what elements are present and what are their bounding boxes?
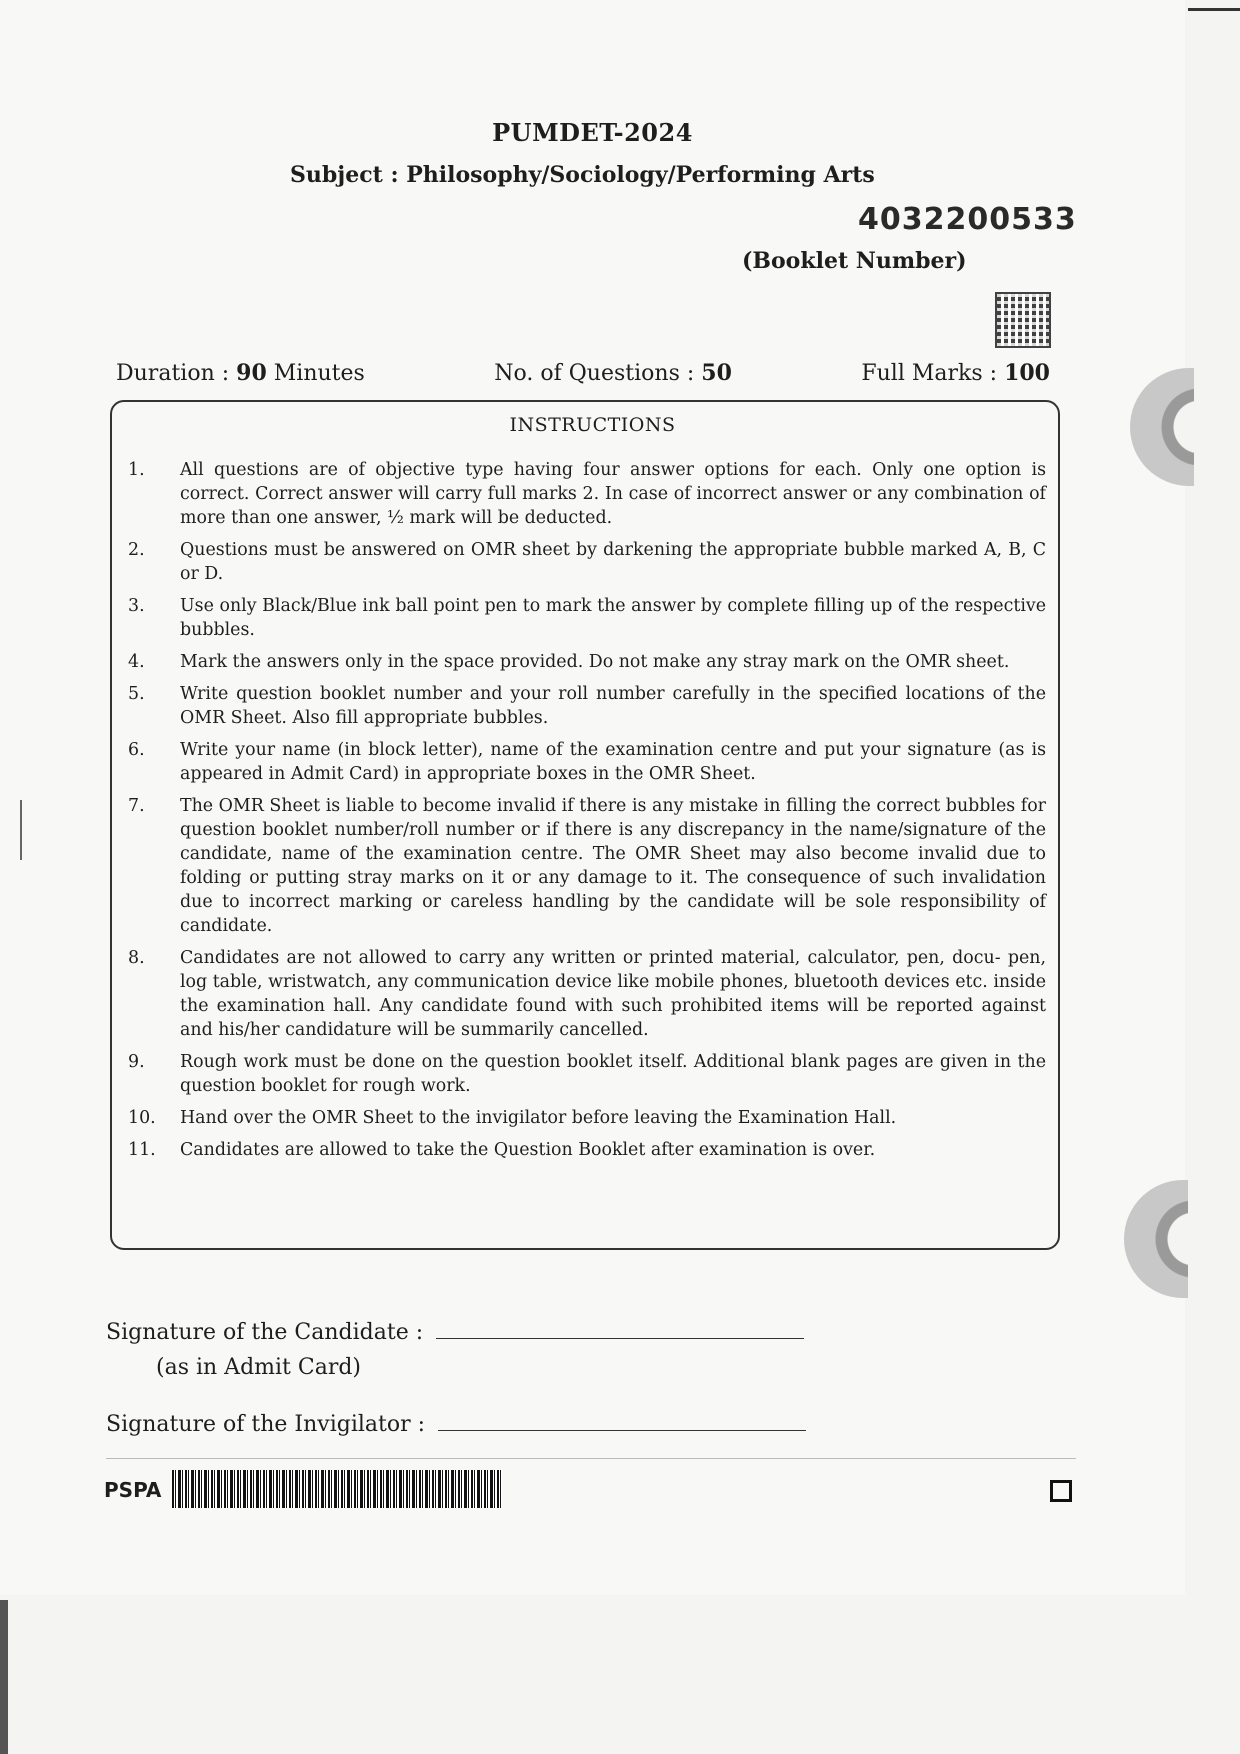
full-marks-label: Full Marks : — [861, 361, 998, 386]
barcode-icon — [172, 1470, 502, 1508]
instruction-item — [128, 538, 1046, 586]
admit-card-note: (as in Admit Card) — [156, 1355, 362, 1380]
instruction-item — [128, 1138, 1046, 1162]
instruction-text: The OMR Sheet is liable to become invalid if there is any mistake in filling the correct bubbles for question booklet number/roll number or if there is any discrepancy in the name/signature of the candidate, name of the examination centre. The OMR Sheet may also become invalid due to folding or putting stray marks on it or any damage to it. The consequence of such invalidation due to incorrect marking or careless handling by the candidate will be sole responsibility of candidate. — [180, 796, 1046, 936]
instructions-list — [128, 458, 1046, 1170]
duration-label: Duration : — [116, 361, 230, 386]
instruction-number: 10. — [128, 1108, 156, 1128]
invigilator-signature-row — [106, 1410, 806, 1437]
duration-unit: Minutes — [273, 361, 365, 386]
subject-value: Philosophy/Sociology/Performing Arts — [406, 162, 875, 188]
instruction-item — [128, 682, 1046, 730]
margin-mark — [20, 800, 22, 860]
instruction-number: 9. — [128, 1052, 145, 1072]
scan-edge-mark — [1188, 8, 1240, 11]
instruction-text: Write question booklet number and your roll number carefully in the specified locations of the OMR Sheet. Also fill appropriate bubbles. — [180, 684, 1046, 728]
instruction-number: 7. — [128, 796, 145, 816]
instruction-item — [128, 1106, 1046, 1130]
instruction-number: 3. — [128, 596, 145, 616]
question-count — [494, 360, 732, 386]
instruction-number: 6. — [128, 740, 145, 760]
subject-line — [290, 162, 875, 188]
duration — [116, 360, 365, 386]
instruction-text: Questions must be answered on OMR sheet by darkening the appropriate bubble marked A, B, C or D. — [180, 540, 1046, 584]
instruction-item — [128, 458, 1046, 530]
square-box-icon — [1050, 1480, 1072, 1502]
instruction-item — [128, 1050, 1046, 1098]
instruction-item — [128, 594, 1046, 642]
booklet-number: 4032200533 — [858, 202, 1077, 237]
instruction-text: Use only Black/Blue ink ball point pen to mark the answer by complete filling up of the respective bubbles. — [180, 596, 1046, 640]
instruction-text: Mark the answers only in the space provided. Do not make any stray mark on the OMR sheet. — [180, 652, 1010, 672]
instruction-item — [128, 794, 1046, 938]
question-count-label: No. of Questions : — [494, 361, 695, 386]
instruction-text: Hand over the OMR Sheet to the invigilator before leaving the Examination Hall. — [180, 1108, 897, 1128]
instruction-item — [128, 946, 1046, 1042]
candidate-signature-row — [106, 1318, 804, 1345]
duration-value: 90 — [236, 360, 267, 386]
footer-divider — [106, 1458, 1076, 1459]
candidate-signature-line — [436, 1318, 804, 1339]
exam-meta-row — [116, 360, 1050, 386]
exam-title: PUMDET-2024 — [492, 118, 693, 147]
instruction-number: 5. — [128, 684, 145, 704]
subject-code: PSPA — [104, 1478, 162, 1502]
instruction-text: All questions are of objective type having four answer options for each. Only one option is correct. Correct answer will carry full marks 2. In case of incorrect answer or any combination of more than one answer, ½ mark will be deducted. — [180, 460, 1046, 528]
full-marks — [861, 360, 1050, 386]
instruction-number: 2. — [128, 540, 145, 560]
instructions-heading: INSTRUCTIONS — [509, 414, 676, 436]
instruction-text: Write your name (in block letter), name of the examination centre and put your signature (as is appeared in Admit Card) in appropriate boxes in the OMR Sheet. — [180, 740, 1046, 784]
invigilator-signature-label: Signature of the Invigilator : — [106, 1412, 426, 1437]
instruction-number: 4. — [128, 652, 145, 672]
instruction-item — [128, 650, 1046, 674]
instruction-number: 1. — [128, 460, 145, 480]
instruction-text: Candidates are not allowed to carry any written or printed material, calculator, pen, docu- pen, log table, wristwatch, any communication device like mobile phones, bluetooth devices etc. inside the examination hall. Any candidate found with such prohibited items will be reported against and his/her candidature will be summarily cancelled. — [180, 948, 1046, 1040]
question-count-value: 50 — [701, 360, 732, 386]
instruction-item — [128, 738, 1046, 786]
instruction-text: Candidates are allowed to take the Question Booklet after examination is over. — [180, 1140, 876, 1160]
subject-label: Subject : — [290, 162, 399, 188]
instruction-number: 8. — [128, 948, 145, 968]
instruction-number: 11. — [128, 1140, 156, 1160]
qr-code-icon — [995, 292, 1051, 348]
candidate-signature-label: Signature of the Candidate : — [106, 1320, 424, 1345]
scan-edge-mark — [0, 1600, 8, 1754]
booklet-number-label: (Booklet Number) — [742, 248, 967, 274]
instruction-text: Rough work must be done on the question booklet itself. Additional blank pages are given in the question booklet for rough work. — [180, 1052, 1046, 1096]
invigilator-signature-line — [438, 1410, 806, 1431]
full-marks-value: 100 — [1004, 360, 1050, 386]
